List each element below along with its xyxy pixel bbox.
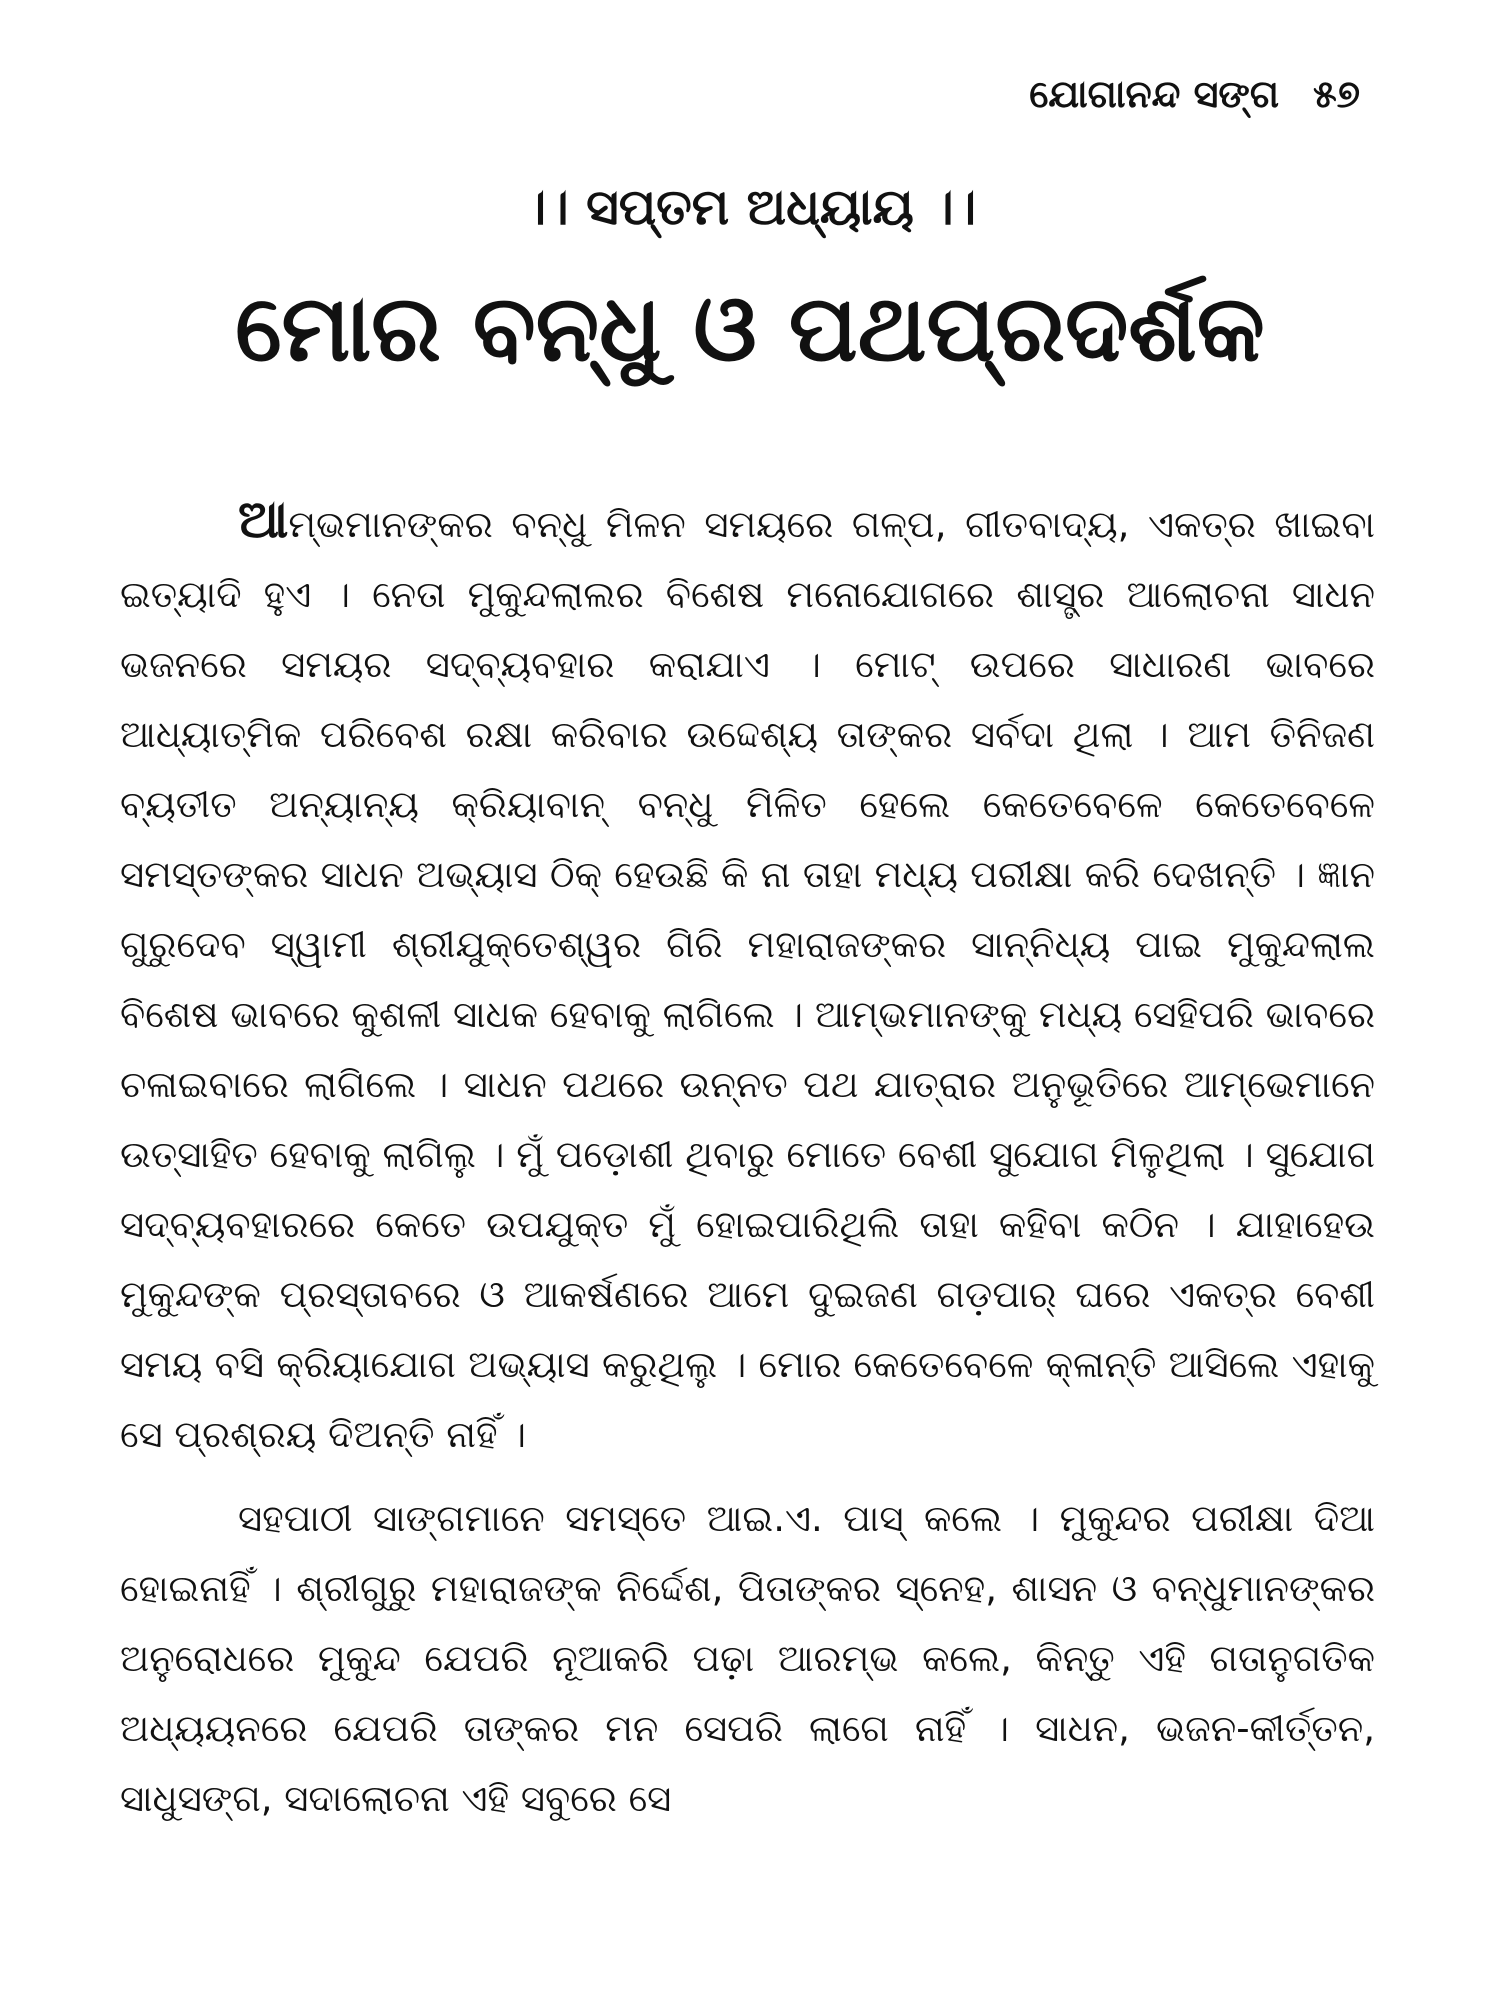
chapter-label: ।। ସପ୍ତମ ଅଧ୍ୟାୟ ।। xyxy=(523,178,977,236)
page-number: ୫୭ xyxy=(1313,72,1360,116)
running-header-title: ଯୋଗାନନ୍ଦ ସଙ୍ଗ xyxy=(1029,72,1280,116)
paragraph-text: ସହପାଠୀ ସାଙ୍ଗମାନେ ସମସ୍ତେ ଆଇ.ଏ. ପାସ୍ କଲେ । ମୁକୁନ୍ଦର ପରୀକ୍ଷା ଦିଆ ହୋଇନାହିଁ । ଶ୍ରୀଗୁରୁ ମହାରାଜଙ୍କ ନିର୍ଦ୍ଦେଶ, ପିତାଙ୍କର ସ୍ନେହ, ଶାସନ ଓ ବନ୍ଧୁମାନଙ୍କର ଅନୁରୋଧରେ ମୁକୁନ୍ଦ ଯେପରି ନୂଆକରି ପଢ଼ା ଆରମ୍ଭ କଲେ, କିନ୍ତୁ ଏହି ଗତାନୁଗତିକ ଅଧ୍ୟୟନରେ ଯେପରି ତାଙ୍କର ମନ ସେପରି ଲାଗେ ନାହିଁ । ସାଧନ, ଭଜନ-କୀର୍ତ୍ତନ, ସାଧୁସଙ୍ଗ, ସଦାଲୋଚନା ଏହି ସବୁରେ ସେ xyxy=(120,1497,1375,1820)
chapter-title: ମୋର ବନ୍ଧୁ ଓ ପଥପ୍ରଦର୍ଶକ xyxy=(235,275,1265,382)
paragraph xyxy=(120,485,1375,1470)
running-header xyxy=(1029,72,1360,117)
paragraph-lead-letter: ଆ xyxy=(238,490,289,550)
paragraph-text: ମ୍ଭମାନଙ୍କର ବନ୍ଧୁ ମିଳନ ସମୟରେ ଗଳ୍ପ, ଗୀତବାଦ୍ୟ, ଏକତ୍ର ଖାଇବା ଇତ୍ୟାଦି ହୁଏ । ନେତା ମୁକୁନ୍ଦଲାଲର ବିଶେଷ ମନୋଯୋଗରେ ଶାସ୍ତ୍ର ଆଲୋଚନା ସାଧନ ଭଜନରେ ସମୟର ସଦ୍‌ବ୍ୟବହାର କରାଯାଏ । ମୋଟ୍ ଉପରେ ସାଧାରଣ ଭାବରେ ଆଧ୍ୟାତ୍ମିକ ପରିବେଶ ରକ୍ଷା କରିବାର ଉଦ୍ଦେଶ୍ୟ ତାଙ୍କର ସର୍ବଦା ଥିଲା । ଆମ ତିନିଜଣ ବ୍ୟତୀତ ଅନ୍ୟାନ୍ୟ କ୍ରିୟାବାନ୍ ବନ୍ଧୁ ମିଳିତ ହେଲେ କେତେବେଳେ କେତେବେଳେ ସମସ୍ତଙ୍କର ସାଧନ ଅଭ୍ୟାସ ଠିକ୍ ହେଉଛି କି ନା ତାହା ମଧ୍ୟ ପରୀକ୍ଷା କରି ଦେଖନ୍ତି । ଜ୍ଞାନ ଗୁରୁଦେବ ସ୍ୱାମୀ ଶ୍ରୀଯୁକ୍ତେଶ୍ୱର ଗିରି ମହାରାଜଙ୍କର ସାନ୍ନିଧ୍ୟ ପାଇ ମୁକୁନ୍ଦଲାଲ ବିଶେଷ ଭାବରେ କୁଶଳୀ ସାଧକ ହେବାକୁ ଲାଗିଲେ । ଆମ୍ଭମାନଙ୍କୁ ମଧ୍ୟ ସେହିପରି ଭାବରେ ଚଳାଇବାରେ ଲାଗିଲେ । ସାଧନ ପଥରେ ଉନ୍ନତ ପଥ ଯାତ୍ରାର ଅନୁଭୂତିରେ ଆମ୍ଭେମାନେ ଉତ୍ସାହିତ ହେବାକୁ ଲାଗିଲୁ । ମୁଁ ପଡ଼ୋଶୀ ଥିବାରୁ ମୋତେ ବେଶୀ ସୁଯୋଗ ମିଳୁଥିଲା । ସୁଯୋଗ ସଦ୍‌ବ୍ୟବହାରରେ କେତେ ଉପଯୁକ୍ତ ମୁଁ ହୋଇପାରିଥିଲି ତାହା କହିବା କଠିନ । ଯାହାହେଉ ମୁକୁନ୍ଦଙ୍କ ପ୍ରସ୍ତାବରେ ଓ ଆକର୍ଷଣରେ ଆମେ ଦୁଇଜଣ ଗଡ଼ପାର୍ ଘରେ ଏକତ୍ର ବେଶୀ ସମୟ ବସି କ୍ରିୟାଯୋଗ ଅଭ୍ୟାସ କରୁଥିଲୁ । ମୋର କେତେବେଳେ କ୍ଳାନ୍ତି ଆସିଲେ ଏହାକୁ ସେ ପ୍ରଶ୍ରୟ ଦିଅନ୍ତି ନାହିଁ । xyxy=(120,503,1375,1456)
body-text xyxy=(120,485,1375,1834)
paragraph xyxy=(120,1484,1375,1834)
